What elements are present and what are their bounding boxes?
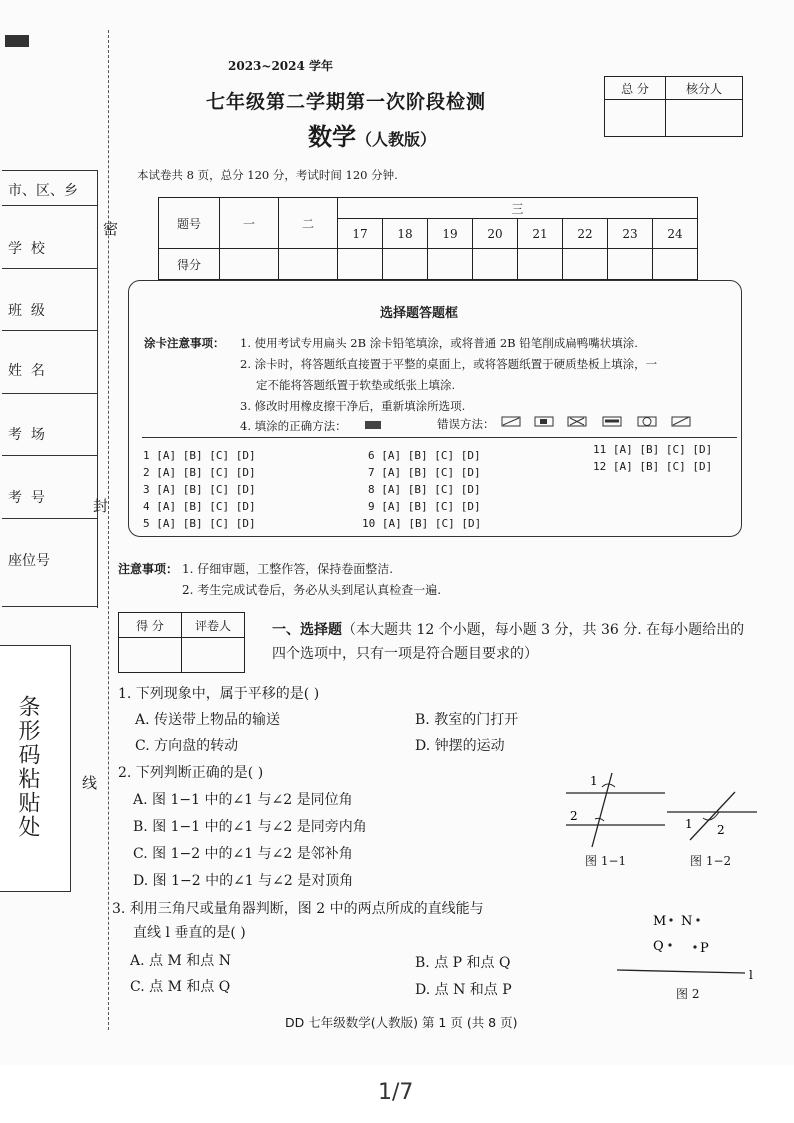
- page-footer: DD 七年级数学(人教版) 第 1 页 (共 8 页): [285, 1015, 518, 1030]
- figure-1-1: [560, 765, 670, 850]
- wrong-method-label: 错误方法：: [437, 417, 495, 431]
- question-number: 1: [143, 449, 150, 462]
- score-cell[interactable]: [608, 249, 653, 280]
- score-table: [158, 197, 698, 280]
- answer-row-9[interactable]: [368, 500, 481, 513]
- q3-option-a[interactable]: A. 点 M 和点 N: [130, 953, 231, 969]
- point-p-label: P: [700, 941, 709, 956]
- answer-box-title: 选择题答题框: [380, 306, 459, 321]
- question-number: 11: [593, 443, 607, 456]
- section-score-label: 得 分: [119, 613, 182, 638]
- exam-intro: 本试卷共 8 页，总分 120 分，考试时间 120 分钟.: [137, 168, 398, 182]
- q3-option-c[interactable]: C. 点 M 和点 Q: [130, 979, 231, 995]
- score-cell[interactable]: [279, 249, 338, 280]
- corner-mark: [5, 35, 29, 47]
- field-class: 班 级: [8, 303, 45, 319]
- sidebar-divider: [2, 518, 97, 519]
- answer-options: [A] [B] [C] [D]: [156, 500, 256, 513]
- q1-option-b[interactable]: B. 教室的门打开: [415, 712, 519, 728]
- sidebar-border: [97, 170, 98, 608]
- answer-options: [A] [B] [C] [D]: [612, 443, 713, 456]
- answer-row-5[interactable]: [143, 517, 256, 530]
- question-number: 2: [143, 466, 150, 479]
- q2-option-b[interactable]: B. 图 1−1 中的∠1 与∠2 是同旁内角: [133, 819, 367, 835]
- figure-2-caption: 图 2: [676, 987, 700, 1001]
- answer-row-3[interactable]: [143, 483, 256, 496]
- score-cell[interactable]: [338, 249, 383, 280]
- answer-options: [A] [B] [C] [D]: [381, 483, 481, 496]
- score-cell[interactable]: [563, 249, 608, 280]
- edition-label: （人教版）: [356, 130, 437, 149]
- wrong-fill-samples-icon: [500, 414, 700, 430]
- section-score-cell[interactable]: [119, 638, 182, 673]
- binding-sidebar: [0, 0, 100, 1065]
- score-cell[interactable]: [518, 249, 563, 280]
- seal-char-feng: 封: [93, 497, 109, 515]
- point-n-dot: [696, 918, 699, 921]
- field-district: 市、区、乡: [8, 183, 78, 199]
- q1-option-c[interactable]: C. 方向盘的转动: [135, 738, 239, 754]
- figure-1-2: [665, 790, 760, 845]
- fig12-angle-2: 2: [717, 823, 725, 837]
- correct-fill-sample-icon: [365, 421, 381, 429]
- section-one-heading: [272, 618, 752, 666]
- exam-title: 七年级第二学期第一次阶段检测: [206, 91, 487, 113]
- question-number: 8: [368, 483, 375, 496]
- notice-label: 涂卡注意事项：: [144, 336, 225, 350]
- sub-col: 24: [653, 219, 698, 249]
- score-cell[interactable]: [653, 249, 698, 280]
- seal-dashed-line: [108, 30, 109, 1030]
- answer-options: [A] [B] [C] [D]: [381, 449, 481, 462]
- answer-row-12[interactable]: [593, 460, 712, 473]
- question-number: 3: [143, 483, 150, 496]
- q2-option-d[interactable]: D. 图 1−2 中的∠1 与∠2 是对顶角: [133, 873, 354, 889]
- field-school: 学 校: [8, 241, 45, 257]
- q3-option-d[interactable]: D. 点 N 和点 P: [415, 982, 512, 998]
- question-2-stem: 2. 下列判断正确的是( ): [118, 765, 264, 781]
- point-m-dot: [669, 918, 672, 921]
- question-number: 6: [368, 449, 375, 462]
- col-section-one: 一: [220, 198, 279, 249]
- answer-options: [A] [B] [C] [D]: [156, 517, 256, 530]
- question-number: 5: [143, 517, 150, 530]
- subject-name: 数学: [308, 122, 356, 151]
- answer-options: [A] [B] [C] [D]: [381, 500, 481, 513]
- answer-row-6[interactable]: [368, 449, 481, 462]
- notice-line: 定不能将答题纸置于软垫或纸张上填涂.: [256, 378, 456, 392]
- sidebar-divider: [2, 268, 97, 269]
- seal-char-xian: 线: [82, 774, 98, 792]
- score-cell[interactable]: [220, 249, 279, 280]
- page-indicator: 1/7: [378, 1080, 414, 1105]
- field-seat-number: 座位号: [8, 553, 50, 569]
- score-cell[interactable]: [383, 249, 428, 280]
- sub-col: 18: [383, 219, 428, 249]
- section-grader-label: 评卷人: [182, 613, 245, 638]
- point-p-dot: [693, 945, 696, 948]
- q2-option-c[interactable]: C. 图 1−2 中的∠1 与∠2 是邻补角: [133, 846, 353, 862]
- fig11-angle-2: 2: [570, 809, 578, 823]
- sidebar-divider: [2, 205, 97, 206]
- note-item: 1. 仔细审题，工整作答，保持卷面整洁.: [182, 562, 394, 576]
- sidebar-divider: [2, 393, 97, 394]
- answer-options: [A] [B] [C] [D]: [156, 449, 256, 462]
- sub-col: 23: [608, 219, 653, 249]
- field-exam-number: 考 号: [8, 490, 45, 506]
- total-cell[interactable]: [605, 100, 666, 137]
- school-year: 2023~2024 学年: [228, 59, 334, 73]
- point-m-label: M: [653, 914, 667, 929]
- total-label: 总 分: [605, 77, 666, 100]
- figure-2: [615, 905, 765, 985]
- q2-option-a[interactable]: A. 图 1−1 中的∠1 与∠2 是同位角: [133, 792, 353, 808]
- point-q-label: Q: [653, 939, 664, 954]
- point-q-dot: [668, 943, 671, 946]
- sub-col: 19: [428, 219, 473, 249]
- checker-cell[interactable]: [666, 100, 743, 137]
- notice-line: 4. 填涂的正确方法：: [240, 419, 347, 433]
- notice-line: 1. 使用考试专用扁头 2B 涂卡铅笔填涂，或将普通 2B 铅笔削成扁鸭嘴状填涂.: [240, 336, 638, 350]
- section-one-desc: （本大题共 12 个小题，每小题 3 分，共 36 分. 在每小题给出的四个选项中，只有一项是符合题目要求的）: [272, 622, 745, 662]
- sidebar-divider: [2, 606, 97, 607]
- answer-row-2[interactable]: [143, 466, 256, 479]
- q3-option-b[interactable]: B. 点 P 和点 Q: [415, 955, 511, 971]
- notes-label: 注意事项：: [118, 562, 179, 576]
- field-name: 姓 名: [8, 363, 45, 379]
- question-number: 4: [143, 500, 150, 513]
- question-3-stem-line2: 直线 l 垂直的是( ): [133, 925, 246, 941]
- point-n-label: N: [681, 914, 693, 929]
- answer-row-11[interactable]: [593, 443, 712, 456]
- q1-option-a[interactable]: A. 传送带上物品的输送: [135, 712, 281, 728]
- total-score-box: [604, 76, 743, 137]
- seal-char-mi: 密: [103, 220, 119, 238]
- col-section-two: 二: [279, 198, 338, 249]
- sidebar-divider: [2, 170, 97, 171]
- answer-row-4[interactable]: [143, 500, 256, 513]
- notice-line: 2. 涂卡时，将答题纸直接置于平整的桌面上，或将答题纸置于硬质垫板上填涂，一: [240, 357, 658, 371]
- sidebar-divider: [2, 330, 97, 331]
- q1-option-d[interactable]: D. 钟摆的运动: [415, 738, 505, 754]
- fig12-angle-1: 1: [685, 817, 693, 831]
- question-number: 9: [368, 500, 375, 513]
- note-item: 2. 考生完成试卷后，务必从头到尾认真检查一遍.: [182, 583, 442, 597]
- line-l: [617, 970, 745, 973]
- row-label-score: 得分: [159, 249, 220, 280]
- sub-col: 20: [473, 219, 518, 249]
- section-grader-cell[interactable]: [182, 638, 245, 673]
- fig11-angle-1: 1: [590, 774, 598, 788]
- row-label-question: 题号: [159, 198, 220, 249]
- sub-col: 21: [518, 219, 563, 249]
- figure-1-2-caption: 图 1−2: [690, 854, 732, 868]
- sub-col: 22: [563, 219, 608, 249]
- answer-options: [A] [B] [C] [D]: [612, 460, 713, 473]
- figure-1-1-caption: 图 1−1: [585, 854, 627, 868]
- answer-row-10[interactable]: [362, 517, 481, 530]
- answer-options: [A] [B] [C] [D]: [381, 466, 481, 479]
- section-score-box: [118, 612, 245, 673]
- question-number: 7: [368, 466, 375, 479]
- answer-options: [A] [B] [C] [D]: [381, 517, 482, 530]
- answer-row-8[interactable]: [368, 483, 481, 496]
- answer-box-separator: [142, 437, 737, 438]
- subject-title: [308, 117, 436, 152]
- sub-col: 17: [338, 219, 383, 249]
- answer-options: [A] [B] [C] [D]: [156, 483, 256, 496]
- answer-row-1[interactable]: [143, 449, 256, 462]
- checker-label: 核分人: [666, 77, 743, 100]
- col-section-three: 三: [338, 198, 698, 219]
- question-number: 12: [593, 460, 607, 473]
- question-3-stem-line1: 3. 利用三角尺或量角器判断，图 2 中的两点所成的直线能与: [112, 901, 484, 917]
- section-one-title: 一、选择题: [272, 622, 342, 638]
- answer-options: [A] [B] [C] [D]: [156, 466, 256, 479]
- barcode-label: 条形码粘贴处: [15, 695, 40, 839]
- notice-line: 3. 修改时用橡皮擦干净后，重新填涂所选项.: [240, 399, 466, 413]
- question-number: 10: [362, 517, 376, 530]
- field-exam-room: 考 场: [8, 427, 45, 443]
- score-cell[interactable]: [428, 249, 473, 280]
- score-cell[interactable]: [473, 249, 518, 280]
- sidebar-divider: [2, 455, 97, 456]
- line-l-label: l: [749, 968, 753, 982]
- question-1-stem: 1. 下列现象中，属于平移的是( ): [118, 686, 320, 702]
- answer-row-7[interactable]: [368, 466, 481, 479]
